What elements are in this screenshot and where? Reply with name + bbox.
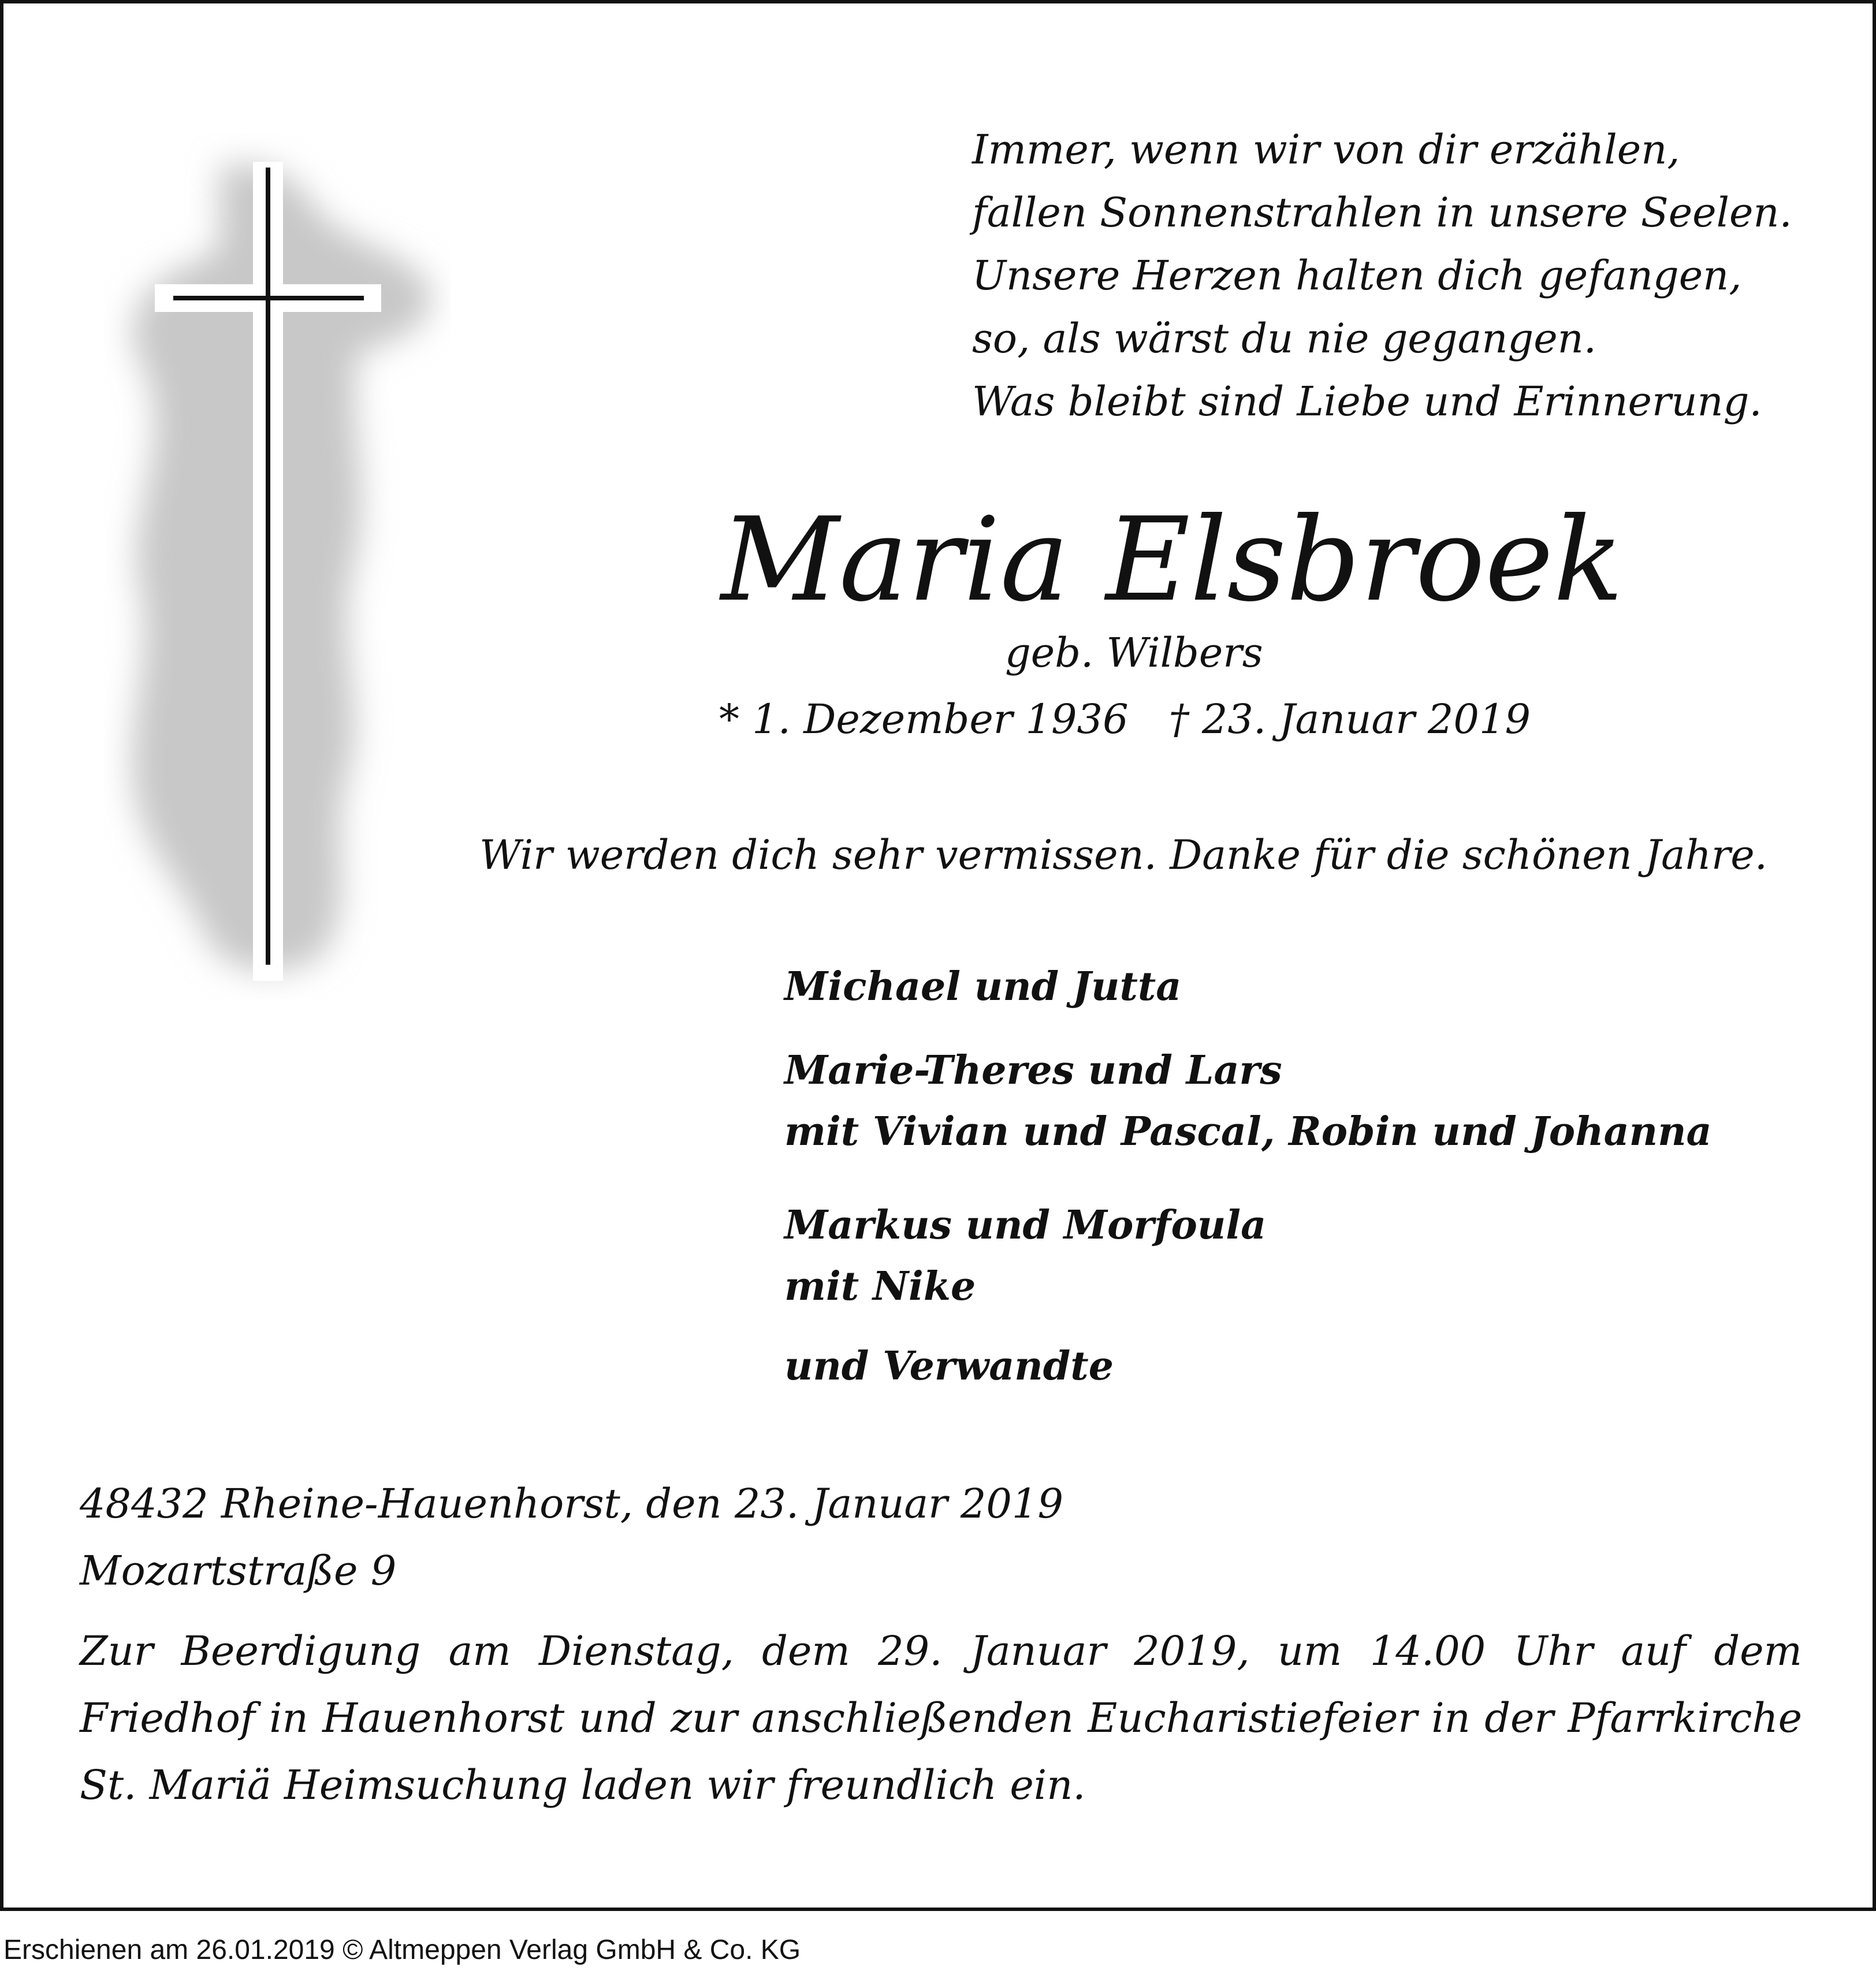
- family-group: [784, 1336, 1114, 1397]
- family-line: mit Nike: [784, 1263, 976, 1310]
- poem-line: Was bleibt sind Liebe und Erinnerung.: [972, 378, 1762, 425]
- poem-line: fallen Sonnenstrahlen in unsere Seelen.: [972, 189, 1792, 236]
- funeral-line: St. Mariä Heimsuchung laden wir freundlich ein.: [80, 1761, 1086, 1809]
- family-line: und Verwandte: [784, 1343, 1114, 1389]
- death-date: † 23. Januar 2019: [1168, 696, 1531, 743]
- funeral-line: Zur Beerdigung am Dienstag, dem 29. Januar 2019, um 14.00 Uhr auf dem: [80, 1627, 1802, 1675]
- family-group: [784, 1195, 1266, 1317]
- cross-icon: [104, 133, 451, 999]
- poem-line: so, als wärst du nie gegangen.: [972, 315, 1597, 362]
- family-group: [784, 1040, 1712, 1162]
- family-line: mit Vivian und Pascal, Robin und Johanna: [784, 1109, 1712, 1155]
- funeral-line: Friedhof in Hauenhorst und zur anschließenden Eucharistiefeier in der Pfarrkirche: [80, 1694, 1802, 1742]
- street: Mozartstraße 9: [80, 1547, 397, 1594]
- city-date: 48432 Rheine-Hauenhorst, den 23. Januar 2019: [80, 1480, 1064, 1527]
- family-line: Michael und Jutta: [784, 964, 1182, 1010]
- birth-name: geb. Wilbers: [1005, 629, 1263, 676]
- address: [80, 1470, 1063, 1604]
- farewell-text: Wir werden dich sehr vermissen. Danke für die schönen Jahre.: [479, 831, 1767, 879]
- family-line: Markus und Morfoula: [784, 1202, 1267, 1248]
- life-dates: [719, 693, 1531, 745]
- deceased-name: Maria Elsbroek: [721, 493, 1624, 627]
- publication-footer: Erschienen am 26.01.2019 © Altmeppen Verlag GmbH & Co. KG: [3, 1935, 801, 1965]
- birth-date: * 1. Dezember 1936: [719, 696, 1129, 743]
- poem-line: Unsere Herzen halten dich gefangen,: [972, 252, 1742, 299]
- funeral-info: [80, 1618, 1802, 1819]
- poem: [972, 118, 1792, 433]
- family-group: [784, 956, 1181, 1017]
- family-line: Marie-Theres und Lars: [784, 1047, 1282, 1094]
- poem-line: Immer, wenn wir von dir erzählen,: [972, 126, 1680, 173]
